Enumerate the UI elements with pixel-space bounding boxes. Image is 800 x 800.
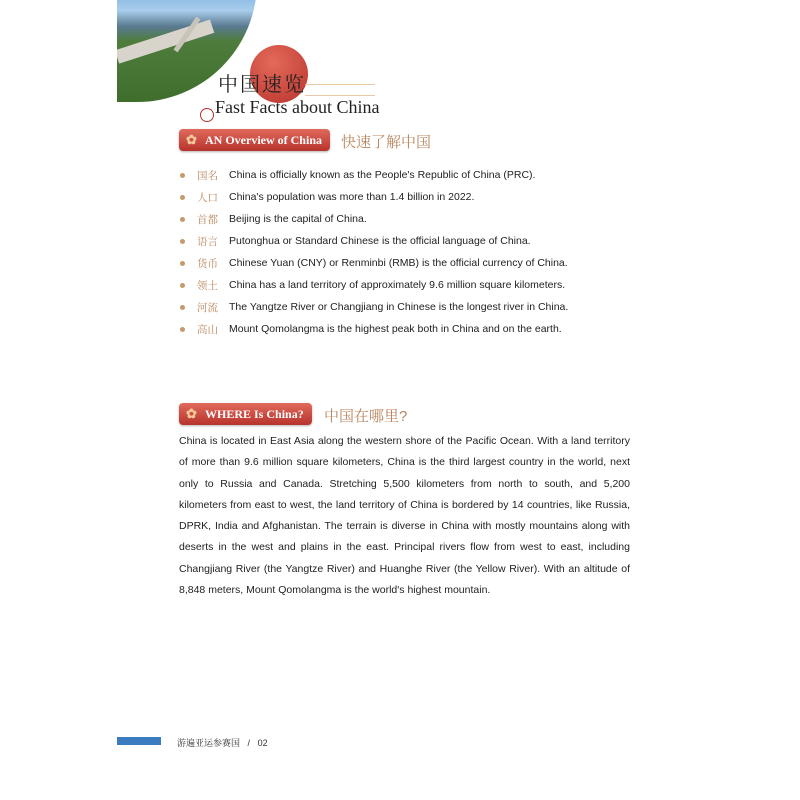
decorative-ring: [200, 108, 214, 122]
flower-icon: ✿: [186, 132, 197, 147]
list-item: 语言 Putonghua or Standard Chinese is the official language of China.: [180, 230, 568, 252]
section-badge-where: ✿ WHERE Is China?: [179, 403, 312, 425]
list-item: 领土 China has a land territory of approximately 9.6 million square kilometers.: [180, 274, 568, 296]
list-item: 国名 China is officially known as the People's Republic of China (PRC).: [180, 164, 568, 186]
page-title-en: Fast Facts about China: [215, 97, 380, 117]
footer-bar: [117, 737, 161, 745]
list-item: 货币 Chinese Yuan (CNY) or Renminbi (RMB) is the official currency of China.: [180, 252, 568, 274]
footer: 游遍亚运参赛国 / 02: [177, 738, 268, 748]
list-item: 高山 Mount Qomolangma is the highest peak both in China and on the earth.: [180, 318, 568, 340]
list-item: 河流 The Yangtze River or Changjiang in Chinese is the longest river in China.: [180, 296, 568, 318]
list-item: 首都 Beijing is the capital of China.: [180, 208, 568, 230]
cloud-ornament: [305, 84, 375, 96]
facts-list: [180, 164, 568, 340]
page-number: 02: [257, 738, 268, 748]
flower-icon: ✿: [186, 406, 197, 421]
section-title-cn: 快速了解中国: [341, 134, 432, 151]
body-paragraph: China is located in East Asia along the western shore of the Pacific Ocean. With a land territory of more than 9.6 million square kilometers, China is the third largest country in the world, next only to Russia and Canada. Stretching 5,500 kilometers from north to south, and 5,200 kilometers from east to west, the land territory of China is bordered by 14 countries, like Russia, DPRK, India and Afghanistan. The terrain is diverse in China with mostly mountains along with deserts in the west and plains in the east. Principal rivers flow from west to east, including Changjiang River (the Yangtze River) and Huanghe River (the Yellow River). With an altitude of 8,848 meters, Mount Qomolangma is the world's highest mountain.: [179, 435, 630, 597]
section-title-cn: 中国在哪里?: [324, 408, 408, 425]
page-title-cn: 中国速览: [218, 72, 306, 96]
list-item: 人口 China's population was more than 1.4 billion in 2022.: [180, 186, 568, 208]
section-badge-overview: ✿ AN Overview of China: [179, 129, 330, 151]
